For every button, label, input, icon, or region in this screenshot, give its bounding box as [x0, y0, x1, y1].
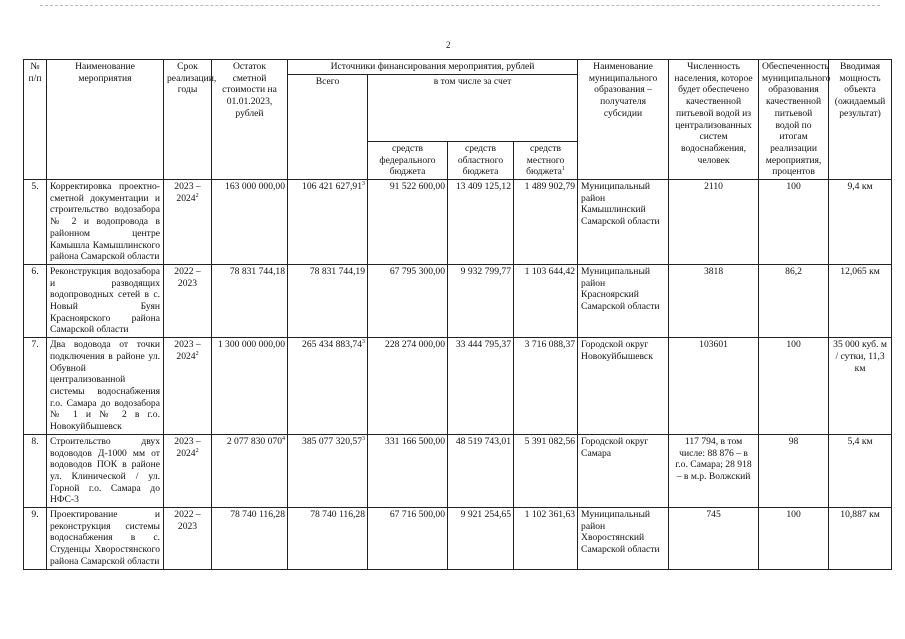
row-municipality: Муниципальный район Красноярский Самарской области	[578, 264, 669, 337]
row-federal: 91 522 600,00	[368, 180, 448, 265]
table-row	[24, 264, 892, 337]
row-capacity: 35 000 куб. м / сутки, 11,3 км	[829, 338, 892, 435]
row-federal: 228 274 000,00	[368, 338, 448, 435]
row-remainder: 1 300 000 000,00	[212, 338, 288, 435]
header-name: Наименование мероприятия	[47, 60, 164, 180]
row-provision: 100	[759, 338, 829, 435]
header-sources: Источники финансирования мероприятия, рублей	[288, 60, 578, 75]
row-regional: 9 932 799,77	[448, 264, 514, 337]
row-name: Строительство двух водоводов Д-1000 мм от водоводов ПОК в районе ул. Клинической / ул. Горной г.о. Самара до НФС-3	[47, 434, 164, 507]
row-num: 8.	[24, 434, 47, 507]
page-number: 2	[446, 40, 451, 50]
row-regional: 33 444 795,37	[448, 338, 514, 435]
row-regional: 48 519 743,01	[448, 434, 514, 507]
row-name: Проектирование и реконструкция системы водоснабжения в с. Студенцы Хворостянского района Самарской области	[47, 508, 164, 570]
row-remainder: 163 000 000,00	[212, 180, 288, 265]
row-name: Корректировка проектно-сметной документации и строительство водозабора № 2 и водопровода в районном центре Камышла Камышлинского района Самарской области	[47, 180, 164, 265]
row-local: 1 102 361,63	[514, 508, 578, 570]
funding-table	[23, 59, 892, 570]
header-term: Срок реализации, годы	[164, 60, 212, 180]
header-population: Численность населения, которое будет обеспечено качественной питьевой водой из централизованных систем водоснабжения, человек	[669, 60, 759, 180]
row-population: 103601	[669, 338, 759, 435]
row-name: Два водовода от точки подключения в районе ул. Обувной централизованной системы водоснабжения г.о. Самара до водозабора № 1 и № 2 в г.о. Новокуйбышевск	[47, 338, 164, 435]
row-num: 5.	[24, 180, 47, 265]
row-name: Реконструкция водозабора и разводящих водопроводных сетей в с. Новый Буян Красноярского района Самарской области	[47, 264, 164, 337]
row-num: 9.	[24, 508, 47, 570]
row-capacity: 9,4 км	[829, 180, 892, 265]
row-capacity: 10,887 км	[829, 508, 892, 570]
row-population: 117 794, в том числе: 88 876 – в г.о. Самара; 28 918 – в м.р. Волжский	[669, 434, 759, 507]
row-local: 3 716 088,37	[514, 338, 578, 435]
header-remainder: Остаток сметной стоимости на 01.01.2023, рублей	[212, 60, 288, 180]
header-total: Всего	[288, 74, 368, 179]
header-num: № п/п	[24, 60, 47, 180]
row-term: 2022 – 2023	[164, 264, 212, 337]
row-total: 385 077 320,57$^3$	[288, 434, 368, 507]
header-local: средств местного бюджета$^1$	[514, 141, 578, 179]
row-provision: 98	[759, 434, 829, 507]
row-capacity: 12,065 км	[829, 264, 892, 337]
row-total: 106 421 627,91$^3$	[288, 180, 368, 265]
row-municipality: Городской округ Самара	[578, 434, 669, 507]
row-population: 2110	[669, 180, 759, 265]
row-num: 6.	[24, 264, 47, 337]
row-term: 2023 – 2024$^2$	[164, 338, 212, 435]
row-local: 1 489 902,79	[514, 180, 578, 265]
row-remainder: 78 831 744,18	[212, 264, 288, 337]
row-term: 2023 – 2024$^2$	[164, 434, 212, 507]
top-scan-rule	[40, 5, 880, 7]
table-row	[24, 508, 892, 570]
row-total: 78 740 116,28	[288, 508, 368, 570]
table-row	[24, 180, 892, 265]
header-including: в том числе за счет	[368, 74, 578, 141]
row-federal: 331 166 500,00	[368, 434, 448, 507]
row-municipality: Муниципальный район Камышлинский Самарской области	[578, 180, 669, 265]
row-local: 1 103 644,42	[514, 264, 578, 337]
row-remainder: 2 077 830 $070^4$	[212, 434, 288, 507]
row-provision: 86,2	[759, 264, 829, 337]
row-total: 265 434 883,74$^3$	[288, 338, 368, 435]
row-provision: 100	[759, 180, 829, 265]
header-federal: средств федерального бюджета	[368, 141, 448, 179]
header-regional: средств областного бюджета	[448, 141, 514, 179]
row-regional: 9 921 254,65	[448, 508, 514, 570]
table-row	[24, 338, 892, 435]
table-row	[24, 434, 892, 507]
row-total: 78 831 744,19	[288, 264, 368, 337]
header-capacity: Вводимая мощность объекта (ожидаемый результат)	[829, 60, 892, 180]
row-municipality: Муниципальный район Хворостянский Самарской области	[578, 508, 669, 570]
row-population: 745	[669, 508, 759, 570]
row-federal: 67 716 500,00	[368, 508, 448, 570]
row-municipality: Городской округ Новокуйбышевск	[578, 338, 669, 435]
row-remainder: 78 740 116,28	[212, 508, 288, 570]
row-term: 2022 – 2023	[164, 508, 212, 570]
header-municipality: Наименование муниципального образования – получателя субсидии	[578, 60, 669, 180]
header-provision: Обеспеченность муниципального образования качественной питьевой водой по итогам реализации мероприятия, процентов	[759, 60, 829, 180]
row-provision: 100	[759, 508, 829, 570]
row-population: 3818	[669, 264, 759, 337]
row-federal: 67 795 300,00	[368, 264, 448, 337]
row-num: 7.	[24, 338, 47, 435]
row-regional: 13 409 125,12	[448, 180, 514, 265]
row-term: 2023 – 2024$^2$	[164, 180, 212, 265]
row-capacity: 5,4 км	[829, 434, 892, 507]
row-local: 5 391 082,56	[514, 434, 578, 507]
